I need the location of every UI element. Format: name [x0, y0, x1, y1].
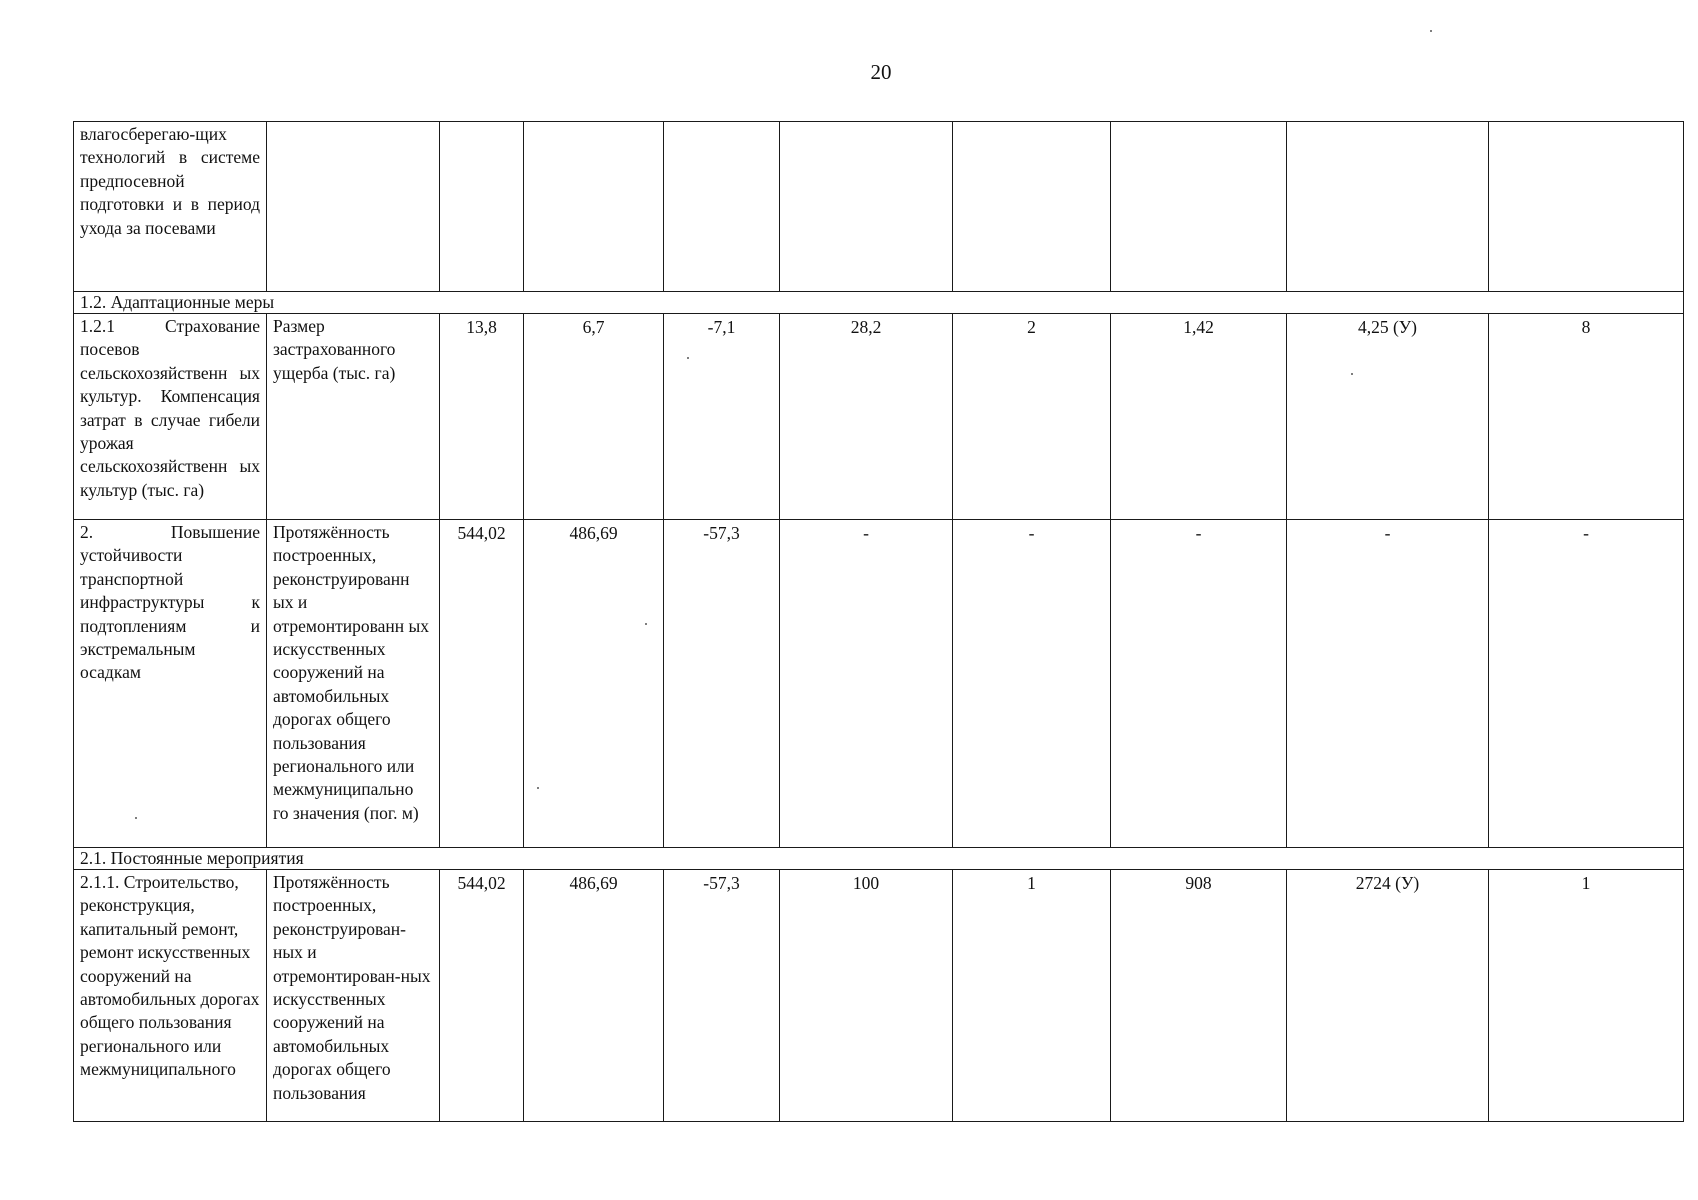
value-cell: -7,1 — [664, 314, 780, 520]
value-cell: 6,7 — [524, 314, 664, 520]
value-cell: 2724 (У) — [1287, 870, 1489, 1122]
activity-cell: 2.1.1. Строительство, реконструкция, капитальный ремонт, ремонт искусственных сооружений на автомобильных дорогах общего пользования регионального или межмуниципального — [74, 870, 267, 1122]
value-cell: 908 — [1111, 870, 1287, 1122]
value-cell: -57,3 — [664, 520, 780, 848]
value-cell — [440, 122, 524, 292]
section-row-adaptation — [74, 292, 1684, 314]
scan-speck — [645, 623, 647, 625]
value-cell: 13,8 — [440, 314, 524, 520]
value-cell — [953, 122, 1111, 292]
indicator-cell — [267, 122, 440, 292]
value-cell: 2 — [953, 314, 1111, 520]
value-cell — [780, 122, 953, 292]
value-cell: 1 — [953, 870, 1111, 1122]
value-cell: 28,2 — [780, 314, 953, 520]
value-cell: - — [1111, 520, 1287, 848]
indicator-cell: Протяжённость построенных, реконструированн ых и отремонтированн ых искусственных сооружений на автомобильных дорогах общего пользования регионального или межмуниципально го значения (пог. м) — [267, 520, 440, 848]
value-cell: 486,69 — [524, 870, 664, 1122]
indicator-cell: Размер застрахованного ущерба (тыс. га) — [267, 314, 440, 520]
table-row-insurance — [74, 314, 1684, 520]
value-cell: 4,25 (У) — [1287, 314, 1489, 520]
value-cell: 544,02 — [440, 870, 524, 1122]
value-cell: -57,3 — [664, 870, 780, 1122]
measures-table — [73, 121, 1684, 1122]
scan-speck — [1351, 373, 1353, 375]
indicator-cell: Протяжённость построенных, реконструирован-ных и отремонтирован-ных искусственных сооружений на автомобильных дорогах общего пользования — [267, 870, 440, 1122]
value-cell — [664, 122, 780, 292]
scan-speck — [1430, 30, 1432, 32]
scan-speck — [537, 787, 539, 789]
value-cell: 544,02 — [440, 520, 524, 848]
value-cell: 8 — [1489, 314, 1684, 520]
activity-cell: влагосберегаю-щих технологий в системе предпосевной подготовки и в период ухода за посевами — [74, 122, 267, 292]
value-cell: 486,69 — [524, 520, 664, 848]
value-cell: - — [953, 520, 1111, 848]
value-cell: - — [1287, 520, 1489, 848]
table-row-transport — [74, 520, 1684, 848]
scan-speck — [687, 357, 689, 359]
value-cell — [1111, 122, 1287, 292]
table-row-water-saving — [74, 122, 1684, 292]
value-cell: 1 — [1489, 870, 1684, 1122]
table-row-construction — [74, 870, 1684, 1122]
scan-speck — [135, 817, 137, 819]
value-cell: 1,42 — [1111, 314, 1287, 520]
value-cell: 100 — [780, 870, 953, 1122]
value-cell: - — [780, 520, 953, 848]
value-cell — [524, 122, 664, 292]
value-cell: - — [1489, 520, 1684, 848]
activity-cell: 2. Повышение устойчивости транспортной инфраструктуры к подтоплениям и экстремальным осадкам — [74, 520, 267, 848]
section-heading: 2.1. Постоянные мероприятия — [74, 848, 1684, 870]
section-row-permanent — [74, 848, 1684, 870]
activity-cell: 1.2.1 Страхование посевов сельскохозяйственн ых культур. Компенсация затрат в случае гибели урожая сельскохозяйственн ых культур (тыс. га) — [74, 314, 267, 520]
value-cell — [1287, 122, 1489, 292]
section-heading: 1.2. Адаптационные меры — [74, 292, 1684, 314]
value-cell — [1489, 122, 1684, 292]
page-number: 20 — [870, 60, 892, 84]
